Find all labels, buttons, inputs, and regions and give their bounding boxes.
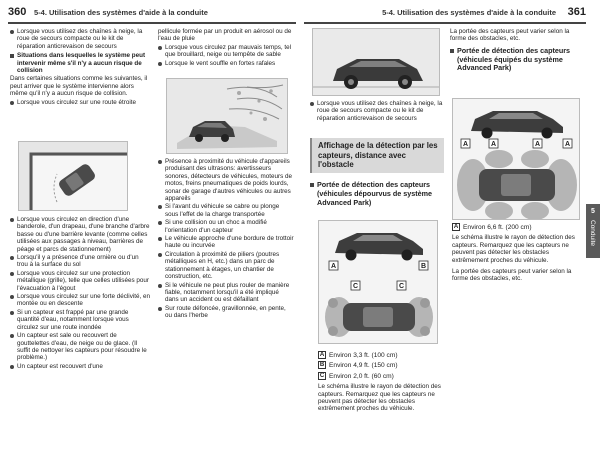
- page-header: [8, 6, 296, 24]
- diagram-label: A: [491, 141, 497, 148]
- paragraph: La portée des capteurs peut varier selon la forme des obstacles, etc.: [450, 28, 570, 43]
- list-item: Lorsque vous utilisez des chaînes à neige, la roue de secours compacte ou le kit de réparation anticrevaison de secours: [10, 28, 148, 50]
- ranges-list-2: [452, 224, 578, 284]
- left-column-2: [158, 28, 292, 68]
- range-item: A Environ 3,3 ft. (100 cm): [319, 352, 398, 359]
- sensor-range-diagram-2: [452, 98, 580, 220]
- page-number: 361: [567, 6, 586, 18]
- diagram-label: A: [463, 141, 469, 148]
- narrow-road-illustration: [18, 141, 128, 211]
- page-number: 360: [8, 6, 27, 18]
- diagram-label: A: [331, 263, 337, 270]
- right-subheading-1-wrap: [310, 179, 448, 208]
- section-heading-box: Affichage de la détection par les capteurs, distance avec l'obstacle: [310, 138, 444, 173]
- list-item: Le véhicule approche d'une bordure de trottoir haute ou incurvée: [158, 235, 294, 250]
- diagram-label: A: [535, 141, 541, 148]
- section-title: 5-4. Utilisation des systèmes d'aide à la conduite: [34, 8, 208, 17]
- list-item: Lorsqu'il y a présence d'une ornière ou d'un trou à la surface du sol: [10, 254, 150, 269]
- list-item: Lorsque vous circulez sur une forte déclivité, en montée ou en descente: [10, 293, 150, 308]
- right-column-2: [450, 28, 584, 74]
- section-title: 5-4. Utilisation des systèmes d'aide à la conduite: [382, 8, 556, 17]
- list-item: Présence à proximité du véhicule d'appareils produisant des ultrasons: avertisseurs sonores, détecteurs de véhicules, moteurs de motos, freins pneumatiques de poids lourds, sonar de garage d'autres véhicules ou autres appareils: [158, 158, 294, 202]
- range-description: Le schéma illustre le rayon de détection des capteurs. Remarquez que les capteurs ne peuvent pas détecter les obstacles extrêmement proches du véhicule.: [452, 234, 575, 264]
- list-item: Sur route défoncée, gravillonnée, en pente, ou dans l'herbe: [158, 305, 294, 320]
- list-item: Lorsque le vent souffle en fortes rafales: [158, 60, 292, 67]
- range-item: A Environ 6,6 ft. (200 cm): [453, 224, 532, 231]
- list-item: Lorsque vous utilisez des chaînes à neige, la roue de secours compacte ou le kit de réparation anticrevaison de secours: [310, 100, 448, 122]
- list-item: Dans certaines situations comme les suivantes, il peut arriver que le système intervienne alors même qu'il n'y a aucun risque de collision.: [10, 75, 148, 98]
- left-column-1-continued: [10, 216, 150, 371]
- sub-heading: Portée de détection des capteurs (véhicules équipés du système Advanced Park): [450, 47, 584, 73]
- list-item: Si un capteur est frappé par une grande quantité d'eau, notamment lorsque vous circulez sur une route inondée: [10, 309, 150, 331]
- left-column-1: [10, 28, 148, 107]
- list-item: Lorsque vous circulez sur une protection métallique (grille), telle que celles utilisées pour l'évacuation à l'égout: [10, 270, 150, 292]
- ranges-list-1: [318, 352, 448, 414]
- diagram-label: C: [353, 283, 359, 290]
- sensor-range-diagram-1: [318, 220, 438, 344]
- sub-heading: Situations dans lesquelles le système peut intervenir même s'il n'y a aucun risque de collision: [10, 52, 148, 74]
- list-item: Circulation à proximité de piliers (poutres métalliques en H, etc.) dans un parc de stationnement à étages, un chantier de construction, etc.: [158, 251, 294, 281]
- list-item: Si l'avant du véhicule se cabre ou plonge sous l'effet de la charge transportée: [158, 203, 294, 218]
- list-item: Un capteur est sale ou recouvert de gouttelettes d'eau, de neige ou de glace. (Il suffit de nettoyer les capteurs pour résoudre le problème.): [10, 332, 150, 362]
- chapter-label: Conduite: [589, 220, 596, 247]
- list-item: Lorsque vous circulez en direction d'une banderole, d'un drapeau, d'une branche d'arbre basse ou d'une barrière levante (comme celles utilisées aux passages à niveau, barrières de péage et parcs de stationnement): [10, 216, 150, 253]
- list-item: pellicule formée par un produit en aérosol ou de l'eau de pluie: [158, 28, 292, 43]
- range-item: C Environ 2,0 ft. (60 cm): [319, 372, 394, 380]
- list-item: Si le véhicule ne peut plus rouler de manière fiable, notamment lorsqu'il a été impliqué dans un accident ou est défaillant: [158, 282, 294, 304]
- diagram-label: B: [421, 263, 427, 270]
- chapter-number: 5: [591, 208, 595, 215]
- list-item: Si une collision ou un choc a modifié l'orientation d'un capteur: [158, 219, 294, 234]
- wind-illustration: [166, 78, 288, 154]
- snow-chains-illustration: [312, 28, 440, 96]
- list-item: Lorsque vous circulez par mauvais temps, tel que brouillard, neige ou tempête de sable: [158, 44, 292, 59]
- sub-heading: Portée de détection des capteurs (véhicules dépourvus de système Advanced Park): [310, 181, 448, 207]
- chapter-tab[interactable]: [586, 204, 600, 258]
- page-header: [304, 6, 586, 24]
- list-item: Lorsque vous circulez sur une route étroite: [10, 99, 148, 106]
- range-description: Le schéma illustre le rayon de détection des capteurs. Remarquez que les capteurs ne peuvent pas détecter les obstacles extrêmement proches du véhicule.: [318, 383, 441, 413]
- right-page: [300, 0, 600, 450]
- diagram-label: C: [399, 283, 405, 290]
- list-item: Un capteur est recouvert d'une: [10, 363, 150, 370]
- paragraph: La portée des capteurs peut varier selon la forme des obstacles, etc.: [452, 268, 572, 283]
- range-item: B Environ 4,9 ft. (150 cm): [319, 362, 398, 370]
- right-column-1: [310, 100, 448, 123]
- diagram-label: A: [565, 141, 571, 148]
- left-column-2-continued: [158, 158, 294, 321]
